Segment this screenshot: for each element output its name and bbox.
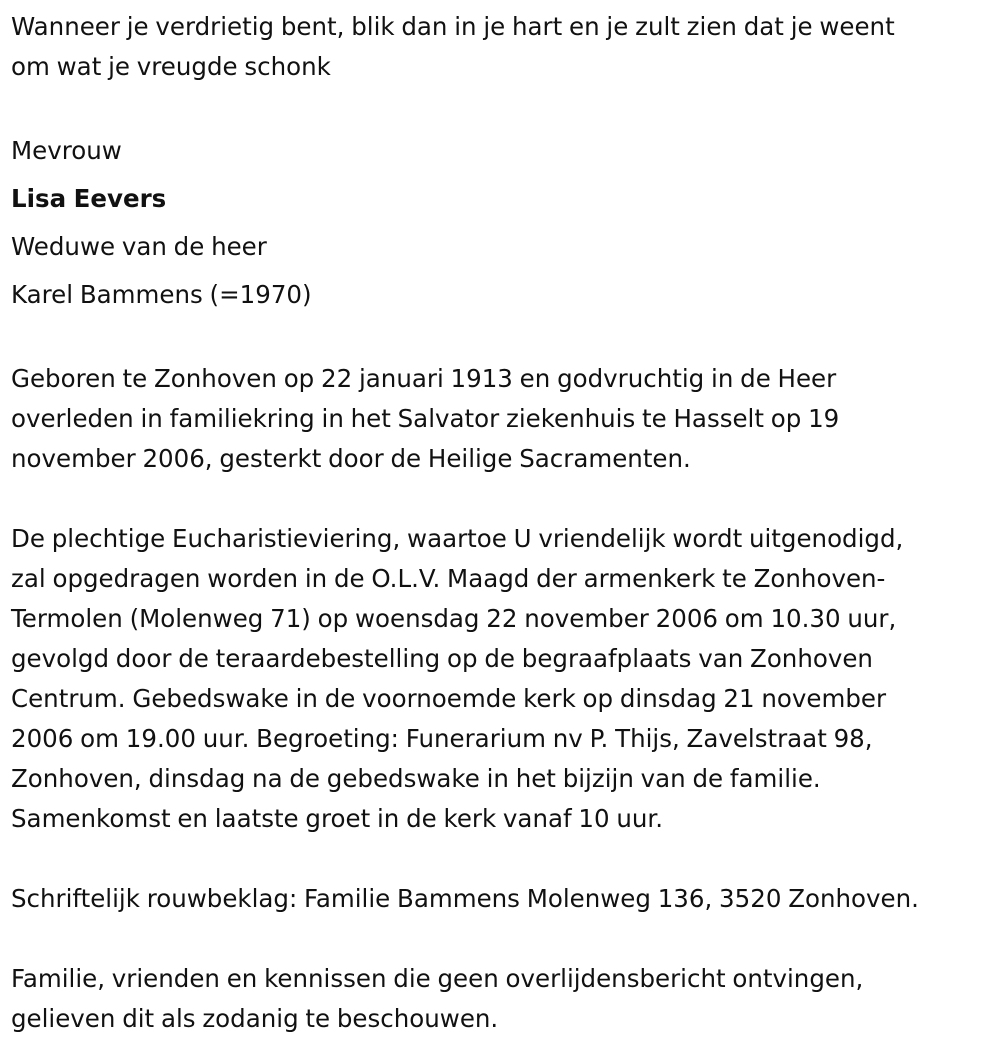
salutation: Mevrouw — [11, 136, 122, 165]
birth-line: Geboren te Zonhoven op 22 januari 1913 en godvruchtig in de Heer — [11, 364, 837, 393]
motto-paragraph — [11, 7, 989, 87]
service-line: Samenkomst en laatste groet in de kerk vanaf 10 uur. — [11, 804, 664, 833]
closing-line: Familie, vrienden en kennissen die geen overlijdensbericht ontvingen, — [11, 964, 864, 993]
service-line: gevolgd door de teraardebestelling op de begraafplaats van Zonhoven — [11, 644, 873, 673]
spacer — [11, 87, 989, 127]
spacer — [11, 479, 989, 519]
service-line: 2006 om 19.00 uur. Begroeting: Funerarium nv P. Thijs, Zavelstraat 98, — [11, 724, 873, 753]
deceased-header — [11, 127, 989, 319]
motto-line: Wanneer je verdrietig bent, blik dan in je hart en je zult zien dat je weent — [11, 12, 895, 41]
service-line: De plechtige Eucharistieviering, waartoe U vriendelijk wordt uitgenodigd, — [11, 524, 904, 553]
deceased-name: Lisa Eevers — [11, 184, 167, 213]
condolence-paragraph — [11, 879, 989, 919]
spouse-line: Karel Bammens (=1970) — [11, 280, 312, 309]
closing-paragraph — [11, 959, 989, 1039]
birth-line: november 2006, gesterkt door de Heilige Sacramenten. — [11, 444, 691, 473]
service-paragraph — [11, 519, 989, 839]
service-line: Zonhoven, dinsdag na de gebedswake in het bijzijn van de familie. — [11, 764, 821, 793]
condolence-line: Schriftelijk rouwbeklag: Familie Bammens Molenweg 136, 3520 Zonhoven. — [11, 884, 919, 913]
service-line: Centrum. Gebedswake in de voornoemde kerk op dinsdag 21 november — [11, 684, 887, 713]
service-line: Termolen (Molenweg 71) op woensdag 22 november 2006 om 10.30 uur, — [11, 604, 897, 633]
spacer — [11, 319, 989, 359]
closing-line: gelieven dit als zodanig te beschouwen. — [11, 1004, 499, 1033]
motto-line: om wat je vreugde schonk — [11, 52, 331, 81]
birth-paragraph — [11, 359, 989, 479]
birth-line: overleden in familiekring in het Salvator ziekenhuis te Hasselt op 19 — [11, 404, 840, 433]
spacer — [11, 839, 989, 879]
relation-line: Weduwe van de heer — [11, 232, 267, 261]
spacer — [11, 919, 989, 959]
service-line: zal opgedragen worden in de O.L.V. Maagd der armenkerk te Zonhoven- — [11, 564, 886, 593]
